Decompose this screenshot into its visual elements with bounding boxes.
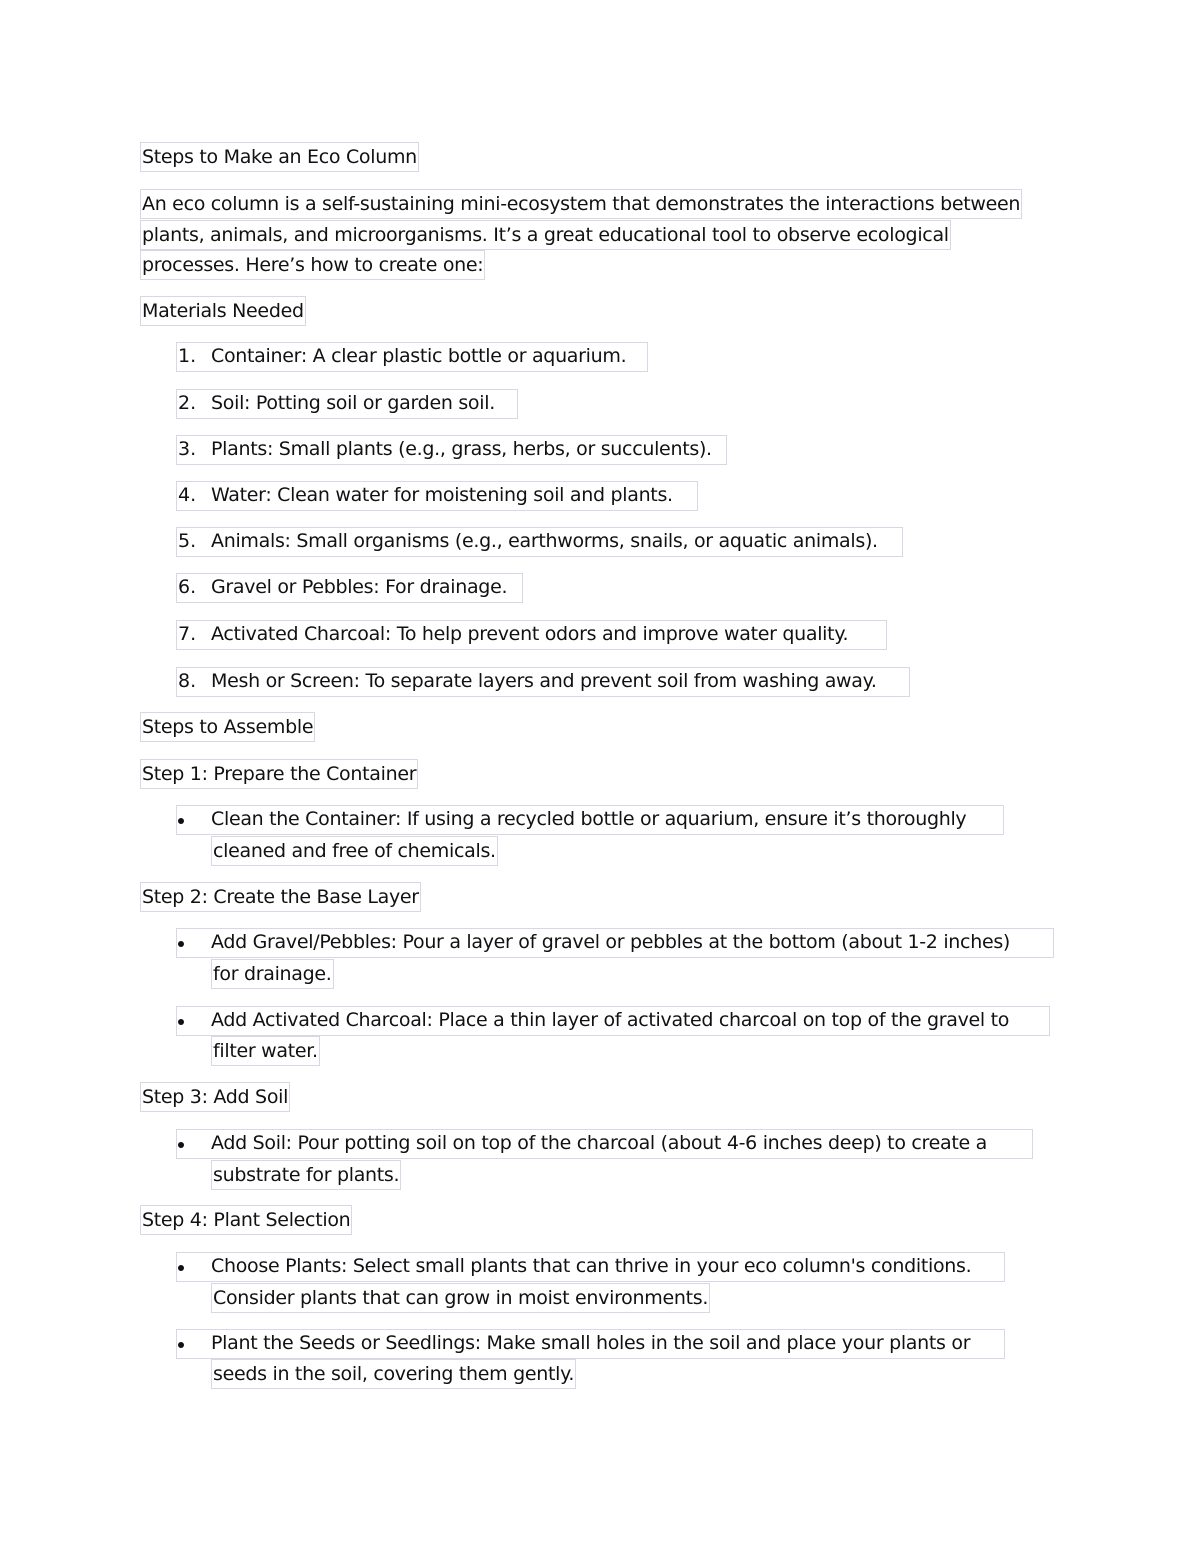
- list-item-text: Mesh or Screen: To separate layers and prevent soil from washing away.: [211, 670, 877, 692]
- step-3-heading: Step 3: Add Soil: [140, 1082, 290, 1112]
- bullet-text-line-2: for drainage.: [211, 959, 334, 989]
- list-item-text: Plants: Small plants (e.g., grass, herbs, or succulents).: [211, 438, 712, 460]
- list-item-text: Gravel or Pebbles: For drainage.: [211, 576, 508, 598]
- bullet-text-line-2: cleaned and free of chemicals.: [211, 836, 498, 866]
- materials-heading: Materials Needed: [140, 296, 306, 326]
- step-2-heading: Step 2: Create the Base Layer: [140, 882, 421, 912]
- list-item-number: 3.: [178, 438, 197, 460]
- intro-line-1: An eco column is a self-sustaining mini-ecosystem that demonstrates the interactions between: [140, 189, 1022, 219]
- list-item-number: 4.: [178, 484, 197, 506]
- list-item-text: Container: A clear plastic bottle or aquarium.: [211, 345, 627, 367]
- intro-line-2: plants, animals, and microorganisms. It’s a great educational tool to observe ecological: [140, 220, 951, 250]
- step-1-heading: Step 1: Prepare the Container: [140, 759, 418, 789]
- list-item-number: 2.: [178, 392, 197, 414]
- assemble-heading: Steps to Assemble: [140, 712, 315, 742]
- bullet-text-line-2: seeds in the soil, covering them gently.: [211, 1359, 576, 1389]
- list-item-number: 8.: [178, 670, 197, 692]
- bullet-text-line-1: Choose Plants: Select small plants that can thrive in your eco column's conditions.: [211, 1255, 972, 1277]
- document-title: Steps to Make an Eco Column: [140, 142, 419, 172]
- bullet-text-line-1: Add Gravel/Pebbles: Pour a layer of gravel or pebbles at the bottom (about 1-2 inches): [211, 931, 1011, 953]
- bullet-text-line-1: Plant the Seeds or Seedlings: Make small holes in the soil and place your plants or: [211, 1332, 971, 1354]
- bullet-text-line-1: Clean the Container: If using a recycled bottle or aquarium, ensure it’s thoroughly: [211, 808, 967, 830]
- bullet-text-line-2: Consider plants that can grow in moist environments.: [211, 1283, 710, 1313]
- bullet-text-line-1: Add Activated Charcoal: Place a thin layer of activated charcoal on top of the gravel to: [211, 1009, 1010, 1031]
- bullet-text-line-1: Add Soil: Pour potting soil on top of the charcoal (about 4-6 inches deep) to create a: [211, 1132, 987, 1154]
- list-item-number: 6.: [178, 576, 197, 598]
- bullet-icon: [178, 1265, 184, 1271]
- bullet-text-line-2: substrate for plants.: [211, 1160, 401, 1190]
- step-4-heading: Step 4: Plant Selection: [140, 1205, 352, 1235]
- list-item-number: 7.: [178, 623, 197, 645]
- list-item-number: 5.: [178, 530, 197, 552]
- list-item-text: Animals: Small organisms (e.g., earthworms, snails, or aquatic animals).: [211, 530, 878, 552]
- bullet-icon: [178, 818, 184, 824]
- bullet-icon: [178, 1342, 184, 1348]
- bullet-icon: [178, 1142, 184, 1148]
- list-item-text: Water: Clean water for moistening soil and plants.: [211, 484, 673, 506]
- bullet-icon: [178, 941, 184, 947]
- list-item-number: 1.: [178, 345, 197, 367]
- intro-line-3: processes. Here’s how to create one:: [140, 250, 485, 280]
- bullet-text-line-2: filter water.: [211, 1036, 320, 1066]
- list-item-text: Activated Charcoal: To help prevent odors and improve water quality.: [211, 623, 849, 645]
- bullet-icon: [178, 1019, 184, 1025]
- list-item-text: Soil: Potting soil or garden soil.: [211, 392, 495, 414]
